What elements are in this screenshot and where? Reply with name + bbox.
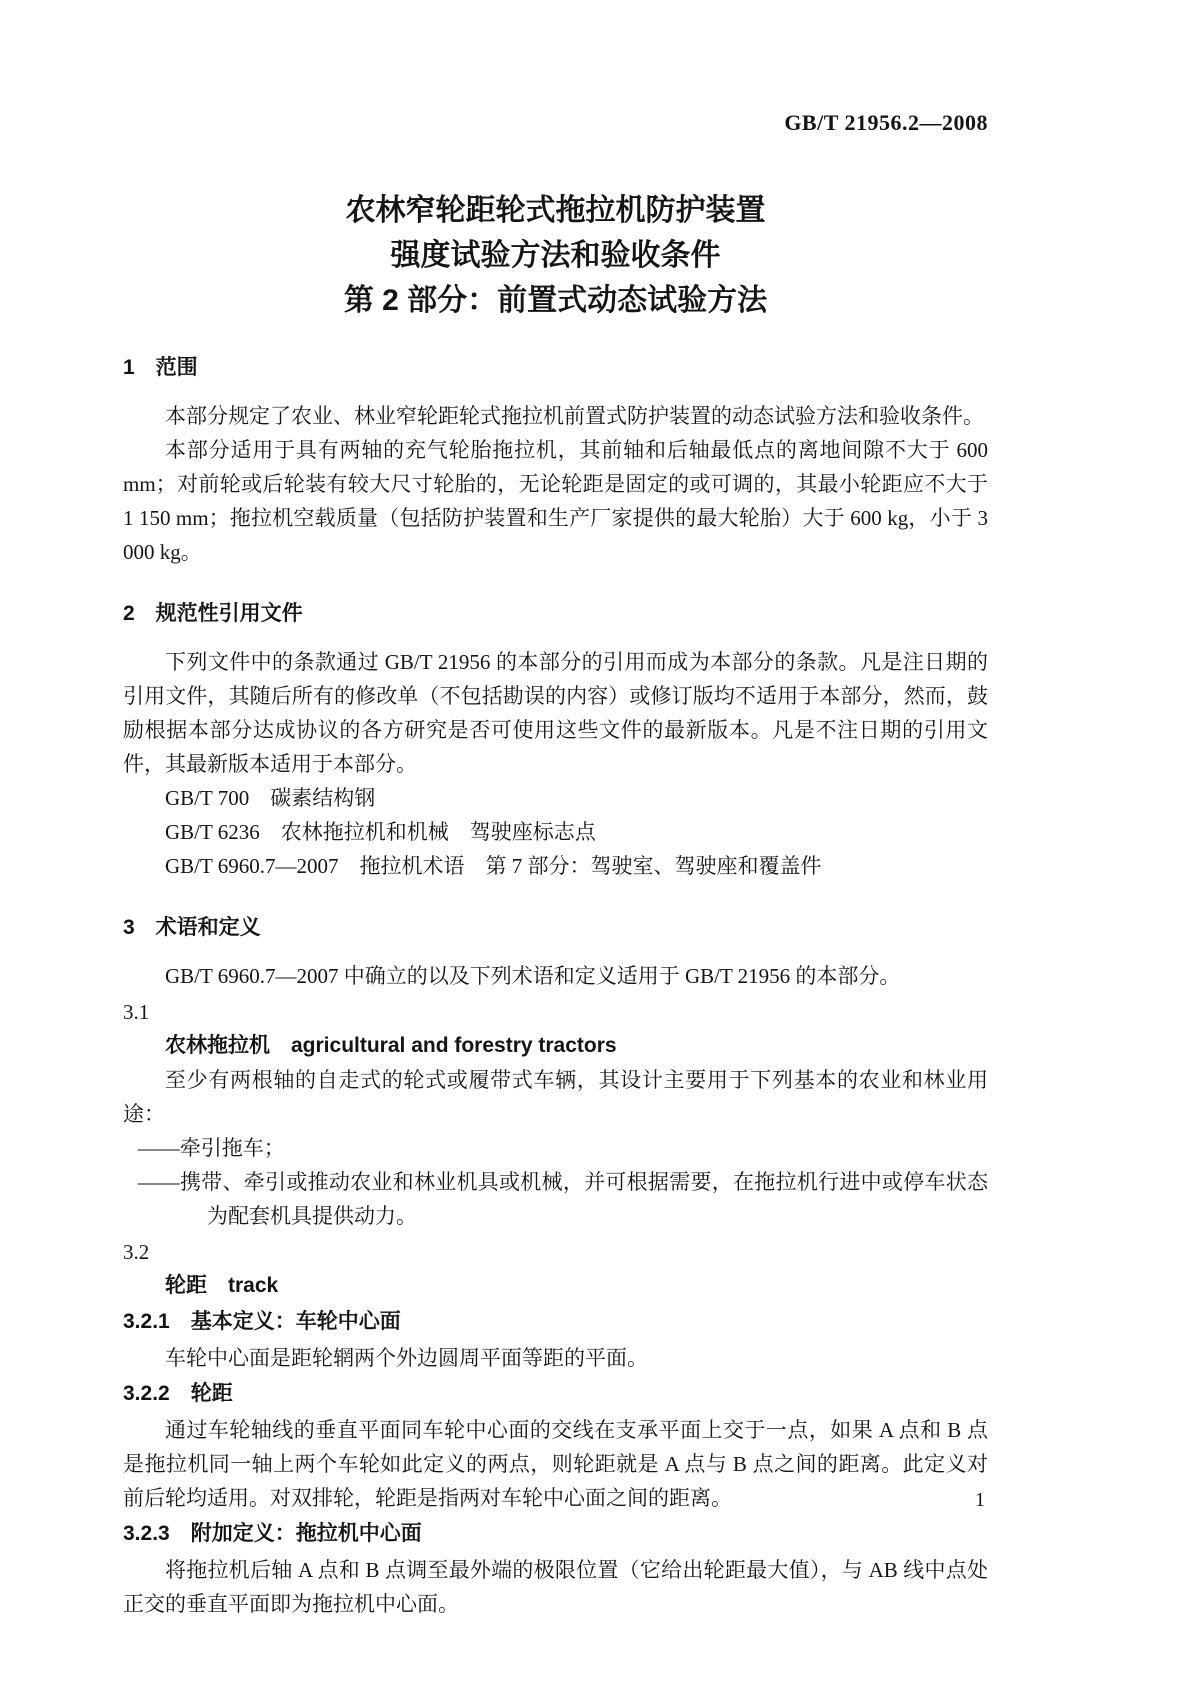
sub-heading-3-2-2: 3.2.2 轮距 (123, 1382, 233, 1405)
paragraph: 本部分规定了农业、林业窄轮距轮式拖拉机前置式防护装置的动态试验方法和验收条件。 (165, 404, 984, 428)
paragraph: 至少有两根轴的自走式的轮式或履带式车辆，其设计主要用于下列基本的农业和林业用途： (123, 1068, 988, 1126)
clause-number-3-2: 3.2 (123, 1240, 150, 1264)
page-number: 1 (975, 1489, 985, 1511)
paragraph: GB/T 6960.7—2007 中确立的以及下列术语和定义适用于 GB/T 21956 的本部分。 (165, 964, 901, 988)
section-heading-terms-definitions: 3 术语和定义 (123, 916, 261, 939)
page-content (123, 0, 988, 1621)
document-title-line-2: 强度试验方法和验收条件 (390, 239, 721, 272)
list-item: ——携带、牵引或推动农业和林业机具或机械，并可根据需要，在拖拉机行进中或停车状态为配套机具提供动力。 (137, 1170, 988, 1228)
section-heading-scope: 1 范围 (123, 356, 198, 379)
paragraph: 下列文件中的条款通过 GB/T 21956 的本部分的引用而成为本部分的条款。凡是注日期的引用文件，其随后所有的修改单（不包括勘误的内容）或修订版均不适用于本部分，然而，鼓励根据本部分达成协议的各方研究是否可使用这些文件的最新版本。凡是不注日期的引用文件，其最新版本适用于本部分。 (123, 650, 988, 776)
reference-item: GB/T 6236 农林拖拉机和机械 驾驶座标志点 (165, 820, 596, 844)
paragraph: 将拖拉机后轴 A 点和 B 点调至最外端的极限位置（它给出轮距最大值），与 AB 线中点处正交的垂直平面即为拖拉机中心面。 (123, 1558, 988, 1616)
section-heading-normative-references: 2 规范性引用文件 (123, 602, 303, 625)
paragraph: 车轮中心面是距轮辋两个外边圆周平面等距的平面。 (165, 1346, 648, 1370)
document-title-line-3: 第 2 部分：前置式动态试验方法 (343, 284, 768, 317)
reference-item: GB/T 6960.7—2007 拖拉机术语 第 7 部分：驾驶室、驾驶座和覆盖件 (165, 854, 822, 878)
clause-number-3-1: 3.1 (123, 1000, 150, 1024)
term-heading-track: 轮距 track (165, 1274, 279, 1297)
paragraph: 本部分适用于具有两轴的充气轮胎拖拉机，其前轴和后轴最低点的离地间隙不大于 600 mm；对前轮或后轮装有较大尺寸轮胎的，无论轮距是固定的或可调的，其最小轮距应不大于 1 150 mm；拖拉机空载质量（包括防护装置和生产厂家提供的最大轮胎）大于 600 kg，小于 3 000 kg。 (123, 438, 988, 564)
standard-code: GB/T 21956.2—2008 (784, 110, 988, 135)
sub-heading-3-2-3: 3.2.3 附加定义：拖拉机中心面 (123, 1522, 422, 1545)
document-title-line-1: 农林窄轮距轮式拖拉机防护装置 (345, 194, 766, 227)
term-heading-tractors: 农林拖拉机 agricultural and forestry tractors (165, 1034, 617, 1057)
list-item: ——牵引拖车； (137, 1136, 285, 1160)
reference-item: GB/T 700 碳素结构钢 (165, 786, 376, 810)
paragraph: 通过车轮轴线的垂直平面同车轮中心面的交线在支承平面上交于一点，如果 A 点和 B 点是拖拉机同一轴上两个车轮如此定义的两点，则轮距就是 A 点与 B 点之间的距离。此定义对前后轮均适用。对双排轮，轮距是指两对车轮中心面之间的距离。 (123, 1418, 988, 1510)
sub-heading-3-2-1: 3.2.1 基本定义：车轮中心面 (123, 1310, 401, 1333)
document-title (123, 188, 988, 323)
